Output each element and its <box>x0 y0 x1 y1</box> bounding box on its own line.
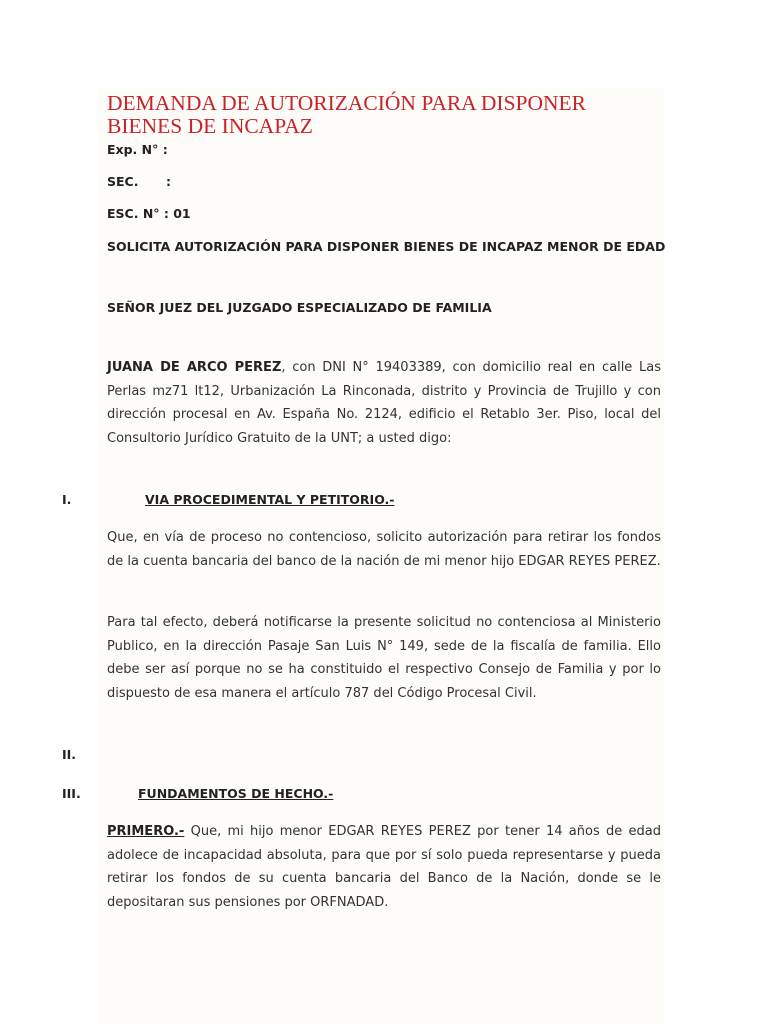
escrito-line: ESC. N° : 01 <box>107 206 191 221</box>
section-1-title: VIA PROCEDIMENTAL Y PETITORIO.- <box>145 492 395 507</box>
section-1-paragraph-2: Para tal efecto, deberá notificarse la presente solicitud no contenciosa al Ministerio Publico, en la dirección Pasaje San Luis N° 149, sede de la fiscalía de familia. Ello debe ser así porque no se ha constituido el respectivo Consejo de Familia y por lo dispuesto de esa manera el artículo 787 del Código Procesal Civil. <box>107 615 661 701</box>
intro-text: , con DNI N° 19403389, con domicilio real en calle Las Perlas mz71 lt12, Urbanización La Rinconada, distrito y Provincia de Trujillo y con dirección procesal en Av. España No. 2124, edificio el Retablo 3er. Piso, local del Consultorio Jurídico Gratuito de la UNT; a usted digo: <box>107 360 661 446</box>
section-3-title: FUNDAMENTOS DE HECHO.- <box>138 786 334 801</box>
document-title: DEMANDA DE AUTORIZACIÓN PARA DISPONER BIENES DE INCAPAZ <box>107 91 587 138</box>
primero-text: Que, mi hijo menor EDGAR REYES PEREZ por tener 14 años de edad adolece de incapacidad absoluta, para que por sí solo pueda representarse y pueda retirar los fondos de su cuenta bancaria del Banco de la Nación, donde se le depositaran sus pensiones por ORFNADAD. <box>107 824 661 910</box>
subject-line: SOLICITA AUTORIZACIÓN PARA DISPONER BIENES DE INCAPAZ MENOR DE EDAD <box>107 239 666 254</box>
section-3-numeral: III. <box>62 786 81 801</box>
section-2-numeral: II. <box>62 747 77 762</box>
secretario-colon: : <box>166 174 171 189</box>
expediente-line: Exp. N° : <box>107 142 168 157</box>
plaintiff-name: JUANA DE ARCO PEREZ <box>107 360 282 375</box>
intro-paragraph <box>107 356 661 450</box>
primero-label: PRIMERO.- <box>107 824 185 839</box>
section-1-numeral: I. <box>62 492 72 507</box>
secretario-label: SEC. <box>107 174 139 189</box>
addressee-line: SEÑOR JUEZ DEL JUZGADO ESPECIALIZADO DE FAMILIA <box>107 300 492 315</box>
section-1-paragraph-1: Que, en vía de proceso no contencioso, solicito autorización para retirar los fondos de la cuenta bancaria del banco de la nación de mi menor hijo EDGAR REYES PEREZ. <box>107 530 661 569</box>
primero-paragraph <box>107 820 661 914</box>
